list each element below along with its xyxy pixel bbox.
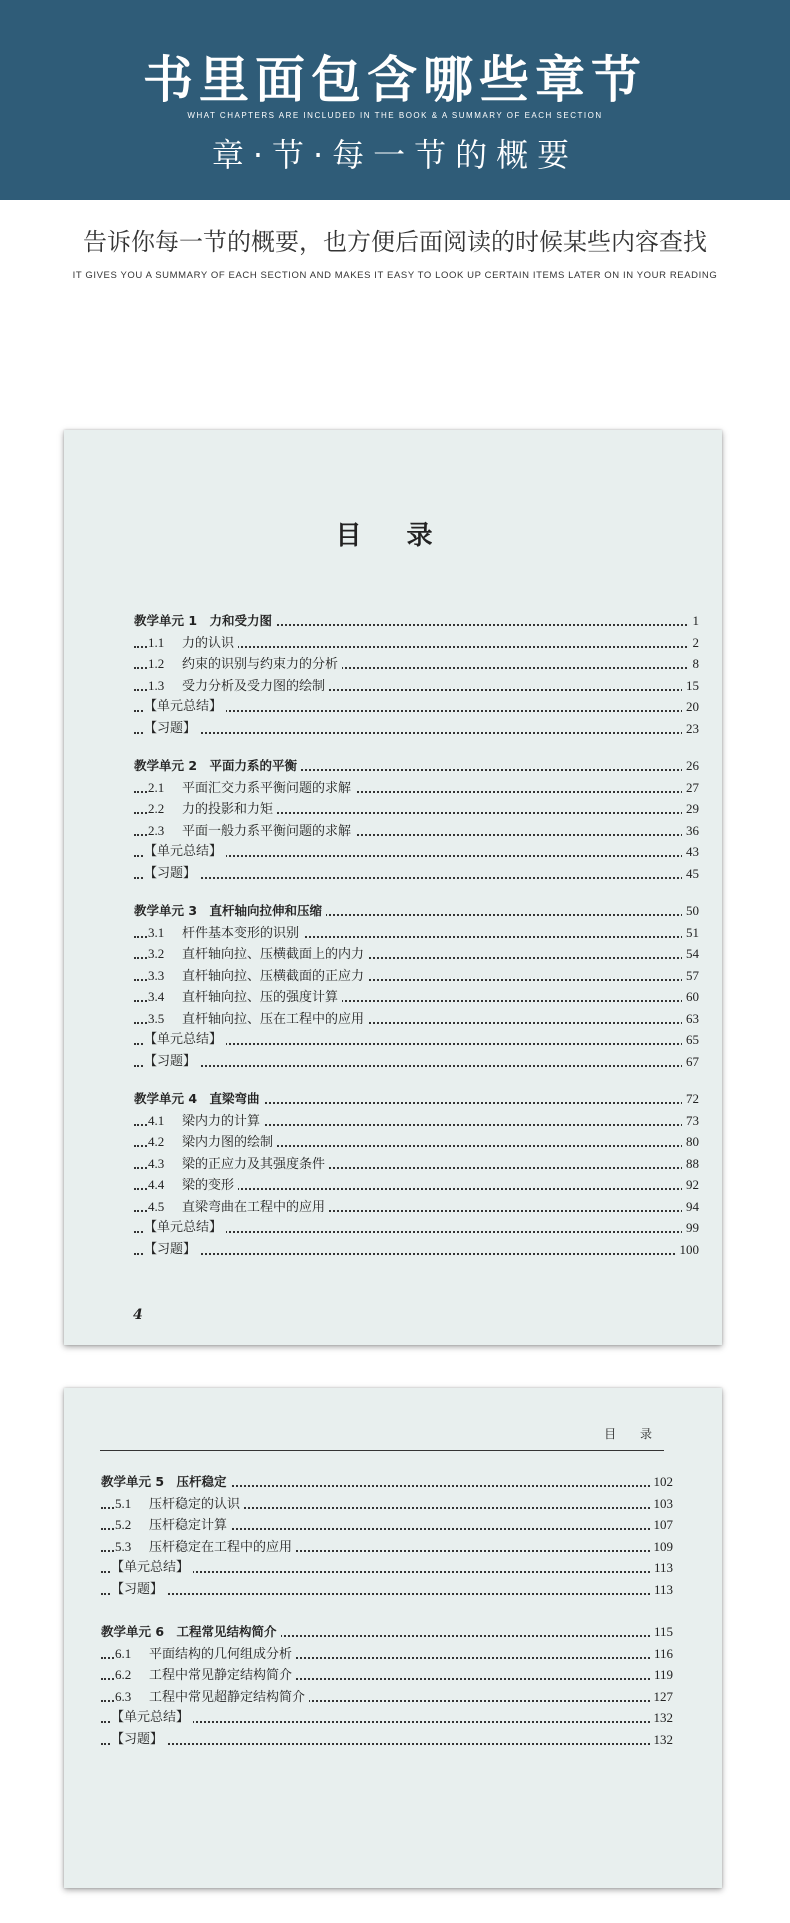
- unit-gap: [101, 1600, 673, 1621]
- entry-label: [148, 777, 355, 800]
- entry-label: [148, 1008, 368, 1031]
- page-ref: 45: [682, 863, 699, 885]
- toc-section-entry[interactable]: [134, 777, 699, 799]
- entry-label: 【单元总结】: [111, 1557, 193, 1579]
- section-number: 2.2: [148, 801, 165, 816]
- toc-section-entry[interactable]: [134, 965, 699, 987]
- entry-label: [115, 1643, 296, 1666]
- section-number: 4.1: [148, 1112, 165, 1128]
- toc-section-entry[interactable]: [134, 1131, 699, 1153]
- section-title: 平面结构的几何组成分析: [149, 1646, 293, 1662]
- toc-exercise-entry[interactable]: [134, 863, 699, 885]
- entry-label: [148, 1174, 238, 1197]
- running-head: 目 录: [604, 1427, 662, 1441]
- section-number: 5.2: [115, 1517, 132, 1532]
- section-title: 杆件基本变形的识别: [182, 925, 300, 941]
- entry-label: 教学单元 4 直梁弯曲: [134, 1088, 264, 1110]
- page-ref: 127: [650, 1686, 674, 1708]
- header-rule: [100, 1450, 664, 1451]
- section-title: 力的认识: [182, 635, 235, 651]
- toc-exercise-entry[interactable]: [101, 1579, 673, 1601]
- section-number: 3.3: [148, 967, 165, 983]
- entry-label: [148, 1153, 329, 1176]
- page-ref: 92: [682, 1174, 699, 1196]
- section-number: 2.3: [148, 822, 165, 838]
- dot-leader: [101, 1743, 673, 1745]
- page-ref: 54: [682, 943, 699, 965]
- section-number: 1.3: [148, 677, 165, 693]
- section-number: 3.2: [148, 946, 165, 961]
- entry-label: [148, 965, 368, 988]
- section-title: 直杆轴向拉、压横截面的正应力: [182, 968, 365, 984]
- entry-label: [148, 820, 355, 843]
- toc-section-entry[interactable]: [101, 1664, 673, 1686]
- toc-summary-entry[interactable]: [101, 1707, 673, 1729]
- toc-heading: 目 录: [335, 521, 451, 551]
- toc-summary-entry[interactable]: [134, 841, 699, 863]
- page-ref: 36: [682, 820, 699, 842]
- section-title: 平面汇交力系平衡问题的求解: [182, 780, 352, 796]
- page-ref: 107: [650, 1514, 674, 1536]
- page-ref: 94: [682, 1196, 699, 1218]
- section-title: 直梁弯曲在工程中的应用: [182, 1199, 326, 1215]
- section-title: 梁内力的计算: [182, 1113, 261, 1129]
- tagline-en: IT GIVES YOU A SUMMARY OF EACH SECTION AND MAKES IT EASY TO LOOK UP CERTAIN ITEMS LATER ON IN YOUR READING: [72, 270, 718, 281]
- page-ref: 88: [682, 1153, 699, 1175]
- section-title: 压杆稳定在工程中的应用: [149, 1539, 293, 1555]
- toc-section-entry[interactable]: [134, 922, 699, 944]
- toc-summary-entry[interactable]: [134, 696, 699, 718]
- section-title: 平面一般力系平衡问题的求解: [182, 823, 352, 839]
- section-title: 压杆稳定的认识: [149, 1496, 241, 1512]
- entry-label: [148, 653, 342, 676]
- dot-leader: [134, 732, 699, 734]
- section-title: 受力分析及受力图的绘制: [182, 678, 326, 694]
- page-ref: 26: [682, 755, 699, 777]
- toc-unit-entry[interactable]: [134, 610, 699, 632]
- toc-exercise-entry[interactable]: [134, 718, 699, 740]
- header-banner: [0, 0, 790, 200]
- toc-section-entry[interactable]: [134, 1196, 699, 1218]
- section-number: 6.3: [115, 1688, 132, 1704]
- section-title: 直杆轴向拉、压的强度计算: [182, 990, 339, 1005]
- section-number: 3.5: [148, 1010, 165, 1026]
- unit-gap: [134, 739, 699, 755]
- toc-exercise-entry[interactable]: [101, 1729, 673, 1751]
- toc-section-entry[interactable]: [134, 798, 699, 820]
- entry-label: [148, 675, 329, 698]
- toc-section-entry[interactable]: [101, 1493, 673, 1515]
- section-title: 约束的识别与约束力的分析: [182, 657, 339, 672]
- toc-section-entry[interactable]: [101, 1536, 673, 1558]
- section-number: 6.2: [115, 1667, 132, 1682]
- section-number: 3.4: [148, 989, 165, 1004]
- section-number: 4.5: [148, 1198, 165, 1214]
- entry-label: 【习题】: [111, 1579, 167, 1601]
- entry-label: 教学单元 3 直杆轴向拉伸和压缩: [134, 900, 326, 922]
- entry-label: 【单元总结】: [144, 1217, 226, 1239]
- entry-label: 【习题】: [144, 863, 200, 885]
- section-number: 3.1: [148, 924, 165, 940]
- entry-label: 【单元总结】: [111, 1707, 193, 1729]
- entry-label: [148, 1131, 277, 1154]
- entry-label: 教学单元 1 力和受力图: [134, 610, 276, 632]
- page-ref: 115: [650, 1621, 673, 1643]
- toc-list: [134, 610, 699, 1260]
- page-ref: 100: [676, 1239, 700, 1261]
- page-ref: 2: [689, 632, 700, 654]
- page-ref: 63: [682, 1008, 699, 1030]
- page-ref: 116: [650, 1643, 673, 1665]
- section-number: 2.1: [148, 779, 165, 795]
- page-ref: 119: [650, 1664, 673, 1686]
- page-ref: 67: [682, 1051, 699, 1073]
- page-ref: 29: [682, 798, 699, 820]
- entry-label: 教学单元 6 工程常见结构简介: [101, 1621, 281, 1643]
- entry-label: 【单元总结】: [144, 1029, 226, 1051]
- page-ref: 99: [682, 1217, 699, 1239]
- toc-unit-entry[interactable]: [134, 900, 699, 922]
- page-number: 4: [133, 1307, 143, 1323]
- toc-list: [101, 1471, 673, 1750]
- entry-label: [115, 1493, 244, 1516]
- unit-gap: [134, 884, 699, 900]
- entry-label: 【单元总结】: [144, 696, 226, 718]
- entry-label: [148, 943, 368, 966]
- page-ref: 8: [689, 653, 700, 675]
- banner-subtitle-en: WHAT CHAPTERS ARE INCLUDED IN THE BOOK & A SUMMARY OF EACH SECTION: [187, 111, 603, 120]
- entry-label: [148, 632, 238, 655]
- entry-label: [115, 1664, 296, 1687]
- section-number: 5.3: [115, 1538, 132, 1554]
- toc-page-2: [64, 1388, 722, 1888]
- toc-section-entry[interactable]: [134, 1174, 699, 1196]
- toc-section-entry[interactable]: [134, 943, 699, 965]
- toc-section-entry[interactable]: [134, 1008, 699, 1030]
- entry-label: 【单元总结】: [144, 841, 226, 863]
- section-title: 工程中常见静定结构简介: [149, 1668, 293, 1683]
- toc-section-entry[interactable]: [134, 986, 699, 1008]
- dot-leader: [134, 877, 699, 879]
- section-title: 梁的变形: [182, 1178, 235, 1193]
- toc-exercise-entry[interactable]: [134, 1239, 699, 1261]
- page-ref: 132: [650, 1729, 674, 1751]
- section-number: 1.2: [148, 656, 165, 671]
- entry-label: 教学单元 2 平面力系的平衡: [134, 755, 301, 777]
- toc-summary-entry[interactable]: [134, 1029, 699, 1051]
- page-ref: 60: [682, 986, 699, 1008]
- page-ref: 23: [682, 718, 699, 740]
- banner-title: 书里面包含哪些章节: [143, 51, 647, 109]
- page-ref: 43: [682, 841, 699, 863]
- page-ref: 132: [650, 1707, 674, 1729]
- page-ref: 113: [650, 1579, 673, 1601]
- toc-unit-entry[interactable]: [101, 1621, 673, 1643]
- section-title: 梁的正应力及其强度条件: [182, 1156, 326, 1172]
- page-ref: 102: [650, 1471, 674, 1493]
- page-ref: 73: [682, 1110, 699, 1132]
- toc-section-entry[interactable]: [101, 1686, 673, 1708]
- page-ref: 113: [650, 1557, 673, 1579]
- toc-section-entry[interactable]: [101, 1643, 673, 1665]
- page-ref: 50: [682, 900, 699, 922]
- section-number: 4.4: [148, 1177, 165, 1192]
- toc-summary-entry[interactable]: [134, 1217, 699, 1239]
- toc-unit-entry[interactable]: [101, 1471, 673, 1493]
- section-number: 5.1: [115, 1495, 132, 1511]
- section-title: 梁内力图的绘制: [182, 1135, 274, 1150]
- banner-subtitle-cn: 章·节·每一节的概要: [211, 136, 579, 174]
- unit-gap: [134, 1072, 699, 1088]
- section-number: 6.1: [115, 1645, 132, 1661]
- page-ref: 1: [689, 610, 700, 632]
- entry-label: [148, 922, 303, 945]
- section-number: 1.1: [148, 634, 165, 650]
- toc-summary-entry[interactable]: [101, 1557, 673, 1579]
- dot-leader: [101, 1593, 673, 1595]
- entry-label: [148, 1110, 264, 1133]
- entry-label: [148, 798, 277, 821]
- toc-page-1: [64, 430, 722, 1345]
- entry-label: [115, 1514, 231, 1537]
- section-title: 直杆轴向拉、压横截面上的内力: [182, 947, 365, 962]
- entry-label: 【习题】: [144, 718, 200, 740]
- section-number: 4.2: [148, 1134, 165, 1149]
- page-ref: 51: [682, 922, 699, 944]
- section-title: 工程中常见超静定结构简介: [149, 1689, 306, 1705]
- section-title: 直杆轴向拉、压在工程中的应用: [182, 1011, 365, 1027]
- dot-leader: [134, 1253, 699, 1255]
- toc-section-entry[interactable]: [134, 675, 699, 697]
- entry-label: 教学单元 5 压杆稳定: [101, 1471, 231, 1493]
- entry-label: 【习题】: [111, 1729, 167, 1751]
- toc-unit-entry[interactable]: [134, 755, 699, 777]
- entry-label: 【习题】: [144, 1051, 200, 1073]
- toc-section-entry[interactable]: [101, 1514, 673, 1536]
- entry-label: 【习题】: [144, 1239, 200, 1261]
- entry-label: [148, 1196, 329, 1219]
- section-title: 压杆稳定计算: [149, 1518, 228, 1533]
- toc-section-entry[interactable]: [134, 1110, 699, 1132]
- dot-leader: [134, 1065, 699, 1067]
- toc-section-entry[interactable]: [134, 820, 699, 842]
- toc-exercise-entry[interactable]: [134, 1051, 699, 1073]
- page-ref: 80: [682, 1131, 699, 1153]
- section-title: 力的投影和力矩: [182, 802, 274, 817]
- page-ref: 57: [682, 965, 699, 987]
- toc-section-entry[interactable]: [134, 632, 699, 654]
- toc-section-entry[interactable]: [134, 653, 699, 675]
- page-ref: 20: [682, 696, 699, 718]
- page-ref: 72: [682, 1088, 699, 1110]
- entry-label: [115, 1536, 296, 1559]
- page-ref: 15: [682, 675, 699, 697]
- entry-label: [115, 1686, 309, 1709]
- section-number: 4.3: [148, 1155, 165, 1171]
- page-ref: 109: [650, 1536, 674, 1558]
- toc-unit-entry[interactable]: [134, 1088, 699, 1110]
- page-ref: 27: [682, 777, 699, 799]
- tagline-cn: 告诉你每一节的概要，也方便后面阅读的时候某些内容查找: [83, 228, 707, 256]
- page-ref: 65: [682, 1029, 699, 1051]
- page-ref: 103: [650, 1493, 674, 1515]
- toc-section-entry[interactable]: [134, 1153, 699, 1175]
- entry-label: [148, 986, 342, 1009]
